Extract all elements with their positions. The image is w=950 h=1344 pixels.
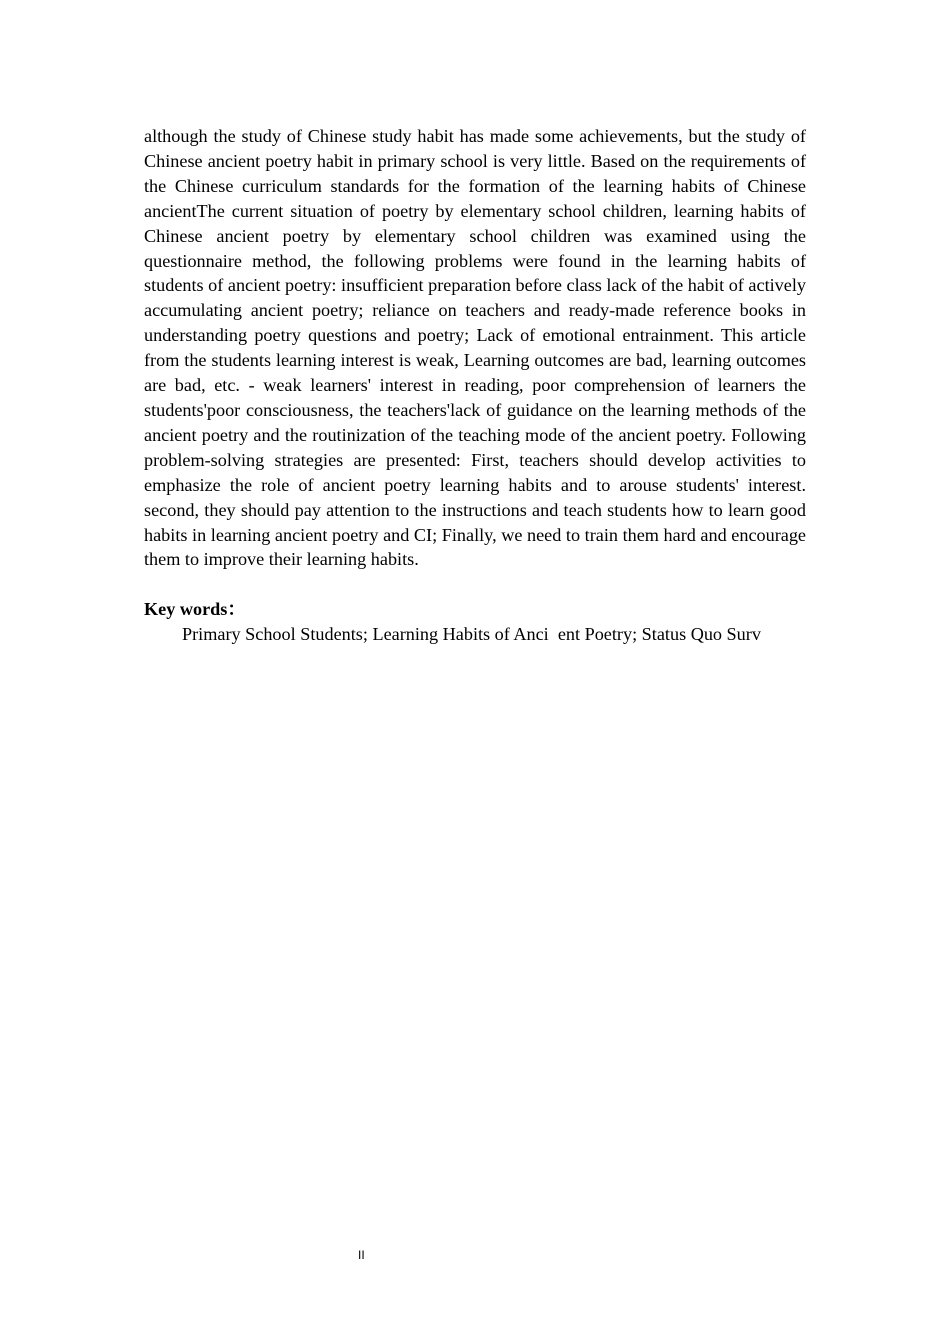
keywords-list: Primary School Students; Learning Habits of Anci ent Poetry; Status Quo Surv [182,624,761,644]
abstract-body-text: although the study of Chinese study habit has made some achievements, but the study of Chinese ancient poetry habit in primary school is very little. Based on the requirements of the Chinese curriculum standards for the formation of the learning habits of Chinese ancientThe current situation of poetry by elementary school children, learning habits of Chinese ancient poetry by elementary school children was examined using the questionnaire method, the following problems were found in the learning habits of students of ancient poetry: insufficient preparation before class lack of the habit of actively accumulating ancient poetry; reliance on teachers and ready-made reference books in understanding poetry questions and poetry; Lack of emotional entrainment. This article from the students learning interest is weak, Learning outcomes are bad, learning outcomes are bad, etc. - weak learners' interest in reading, poor comprehension of learners the students'poor consciousness, the teachers'lack of guidance on the learning methods of the ancient poetry and the routinization of the teaching mode of the ancient poetry. Following problem-solving strategies are presented: First, teachers should develop activities to emphasize the role of ancient poetry learning habits and to arouse students' interest. second, they should pay attention to the instructions and teach students how to learn good habits in learning ancient poetry and CI; Finally, we need to train them hard and encourage them to improve their learning habits. [144,126,806,570]
page-number: II [358,1248,365,1262]
keywords-heading: Key words： [144,599,246,619]
